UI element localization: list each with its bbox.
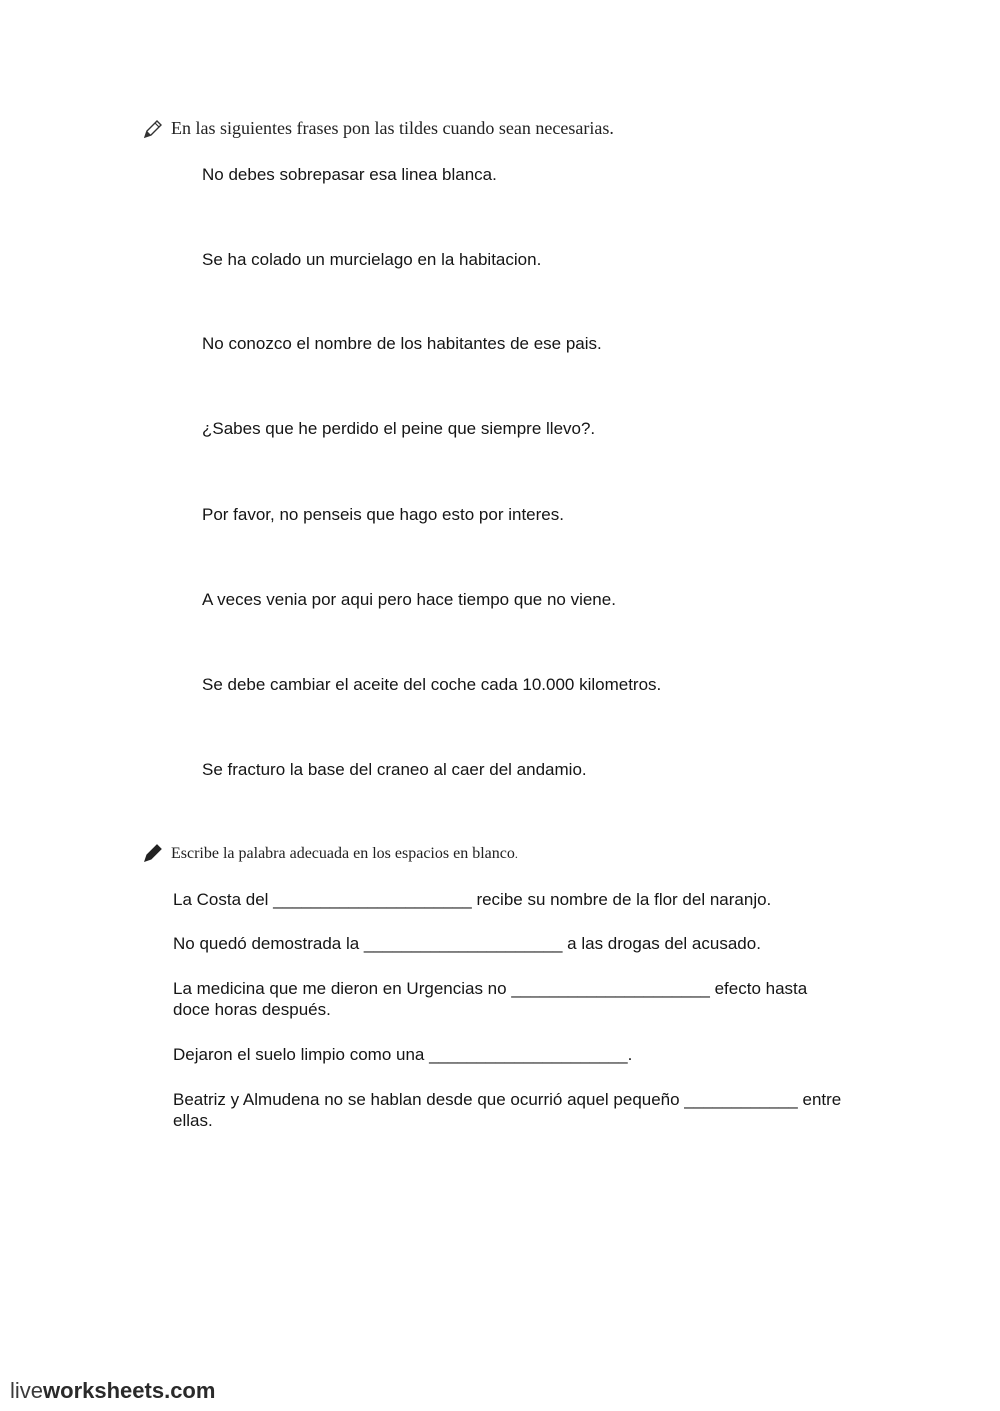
liveworksheets-logo: [10, 1378, 215, 1404]
sentence-1-1: No debes sobrepasar esa linea blanca.: [202, 165, 497, 184]
sentence-1-8: Se fracturo la base del craneo al caer del andamio.: [202, 760, 587, 779]
sentence-1-3: No conozco el nombre de los habitantes de ese pais.: [202, 334, 602, 353]
instruction-accents: En las siguientes frases pon las tildes cuando sean necesarias.: [171, 118, 614, 138]
instruction-fill-blanks-period: .: [514, 847, 518, 861]
logo-suffix: .com: [164, 1378, 216, 1403]
pencil-icon: [142, 118, 164, 140]
sentence-1-4: ¿Sabes que he perdido el peine que siempre llevo?.: [202, 419, 596, 438]
logo-main: worksheets: [43, 1378, 165, 1403]
sentence-1-7: Se debe cambiar el aceite del coche cada 10.000 kilometros.: [202, 675, 662, 694]
blank-sentence-1: La Costa del _____________________ recibe su nombre de la flor del naranjo.: [173, 890, 772, 909]
blank-sentence-5: Beatriz y Almudena no se hablan desde que ocurrió aquel pequeño ____________ entre ellas.: [173, 1090, 842, 1130]
sentence-1-2: Se ha colado un murcielago en la habitacion.: [202, 250, 542, 269]
instruction-fill-blanks: [171, 845, 518, 863]
blank-sentence-4: Dejaron el suelo limpio como una _____________________.: [173, 1045, 633, 1064]
sentence-1-5: Por favor, no penseis que hago esto por interes.: [202, 505, 564, 524]
blank-sentence-2: No quedó demostrada la _____________________ a las drogas del acusado.: [173, 934, 761, 953]
logo-prefix: live: [10, 1378, 44, 1403]
pen-icon: [142, 842, 164, 864]
blank-sentence-3: La medicina que me dieron en Urgencias no _____________________ efecto hasta doce horas después.: [173, 979, 808, 1019]
instruction-fill-blanks-text: Escribe la palabra adecuada en los espacios en blanco: [171, 845, 515, 862]
sentence-1-6: A veces venia por aqui pero hace tiempo que no viene.: [202, 590, 616, 609]
